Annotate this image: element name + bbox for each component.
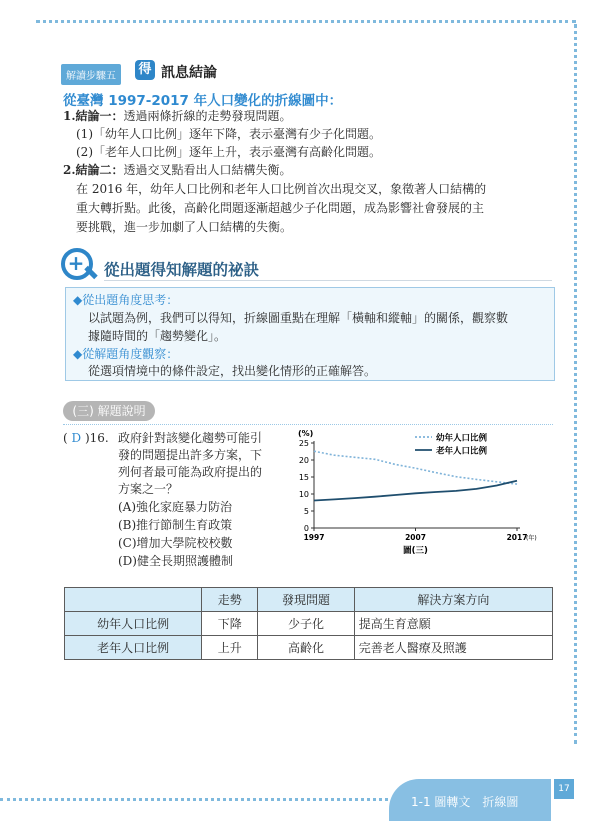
table-cell: 上升 — [202, 636, 258, 660]
question-line-2: 發的問題提出許多方案，下 — [118, 448, 263, 462]
x-tick-label: 2007 — [405, 533, 426, 542]
question-line-4: 方案之一？ — [118, 482, 179, 496]
frame-right-dots — [574, 24, 577, 744]
question-line-3: 列何者最可能為政府提出的 — [118, 465, 263, 479]
table-header-row — [65, 588, 553, 612]
y-tick-label: 20 — [298, 456, 309, 465]
chart-caption: 圖(三) — [403, 546, 428, 556]
option-d: (D)健全長期照護體制 — [118, 554, 233, 568]
secret-title: 從出題得知解題的祕訣 — [104, 261, 260, 279]
x-tick-label: 2017 — [506, 533, 528, 542]
conclusion-2-label: 2.結論二： — [63, 163, 124, 177]
option-b: (B)推行節制生育政策 — [118, 518, 233, 532]
summary-table — [64, 587, 553, 660]
legend-label-2: 老年人口比例 — [436, 446, 488, 457]
conclusion-1-label: 1.結論一： — [63, 109, 124, 123]
table-header-cell: 走勢 — [202, 588, 258, 612]
chart-svg — [292, 424, 542, 564]
answer-value: D — [71, 431, 82, 445]
secret-divider — [104, 280, 552, 281]
question-number: )16. — [84, 431, 109, 445]
legend-label-1: 幼年人口比例 — [436, 433, 488, 444]
table-cell: 提高生育意願 — [354, 612, 552, 636]
conclusion-1-text: 透過兩條折線的走勢發現問題。 — [123, 109, 292, 123]
table-cell: 高齡化 — [258, 636, 355, 660]
conclusion-1 — [63, 108, 292, 125]
question-number-line — [63, 430, 109, 447]
tip-2-line-1: 從選項情境中的條件設定，找出變化情形的正確解答。 — [88, 364, 377, 378]
plus-icon: + — [67, 251, 85, 275]
y-axis-label: (%) — [298, 429, 314, 438]
frame-bottom-dots — [0, 798, 395, 801]
table-cell: 下降 — [202, 612, 258, 636]
y-tick-label: 15 — [298, 473, 309, 482]
series-line-2 — [314, 481, 517, 501]
table-header-cell: 解決方案方向 — [354, 588, 552, 612]
y-tick-label: 5 — [303, 507, 309, 516]
y-tick-label: 10 — [298, 490, 309, 499]
table-cell: 完善老人醫療及照護 — [354, 636, 552, 660]
step-badge: 解讀步驟五 — [61, 64, 121, 85]
frame-top-dots — [36, 20, 576, 23]
table-row — [65, 636, 553, 660]
page-number: 17 — [554, 779, 574, 799]
conclusion-1-sub-2: (2)「老年人口比例」逐年上升，表示臺灣有高齡化問題。 — [76, 145, 382, 159]
option-a: (A)強化家庭暴力防治 — [118, 500, 233, 514]
table-row-head: 幼年人口比例 — [65, 612, 202, 636]
option-c: (C)增加大學院校校數 — [118, 536, 233, 550]
table-header-cell — [65, 588, 202, 612]
conclusion-2 — [63, 162, 292, 179]
tip-1-line-2: 據隨時間的「趨勢變化」。 — [88, 329, 227, 343]
conclusion-1-sub-1: (1)「幼年人口比例」逐年下降，表示臺灣有少子化問題。 — [76, 127, 382, 141]
y-tick-label: 25 — [298, 439, 309, 448]
step-title: 訊息結論 — [161, 65, 217, 81]
conclusion-heading: 從臺灣 1997-2017 年人口變化的折線圖中： — [63, 93, 343, 109]
step-char-badge: 得 — [135, 60, 155, 80]
conclusion-2-para-3: 要挑戰，進一步加劇了人口結構的失衡。 — [76, 220, 293, 234]
table-row — [65, 612, 553, 636]
table-header-cell: 發現問題 — [258, 588, 355, 612]
y-tick-label: 0 — [303, 524, 309, 533]
table-cell: 少子化 — [258, 612, 355, 636]
conclusion-2-para-2: 重大轉折點。此後，高齡化問題逐漸超越少子化問題，成為影響社會發展的主 — [76, 201, 485, 215]
table-row-head: 老年人口比例 — [65, 636, 202, 660]
footer-section: 1-1 圖轉文 折線圖 — [411, 795, 519, 809]
x-axis-unit: (年) — [526, 535, 537, 542]
conclusion-2-text: 透過交叉點看出人口結構失衡。 — [123, 163, 292, 177]
question-line-1: 政府針對該變化趨勢可能引 — [118, 431, 263, 445]
conclusion-2-para-1: 在 2016 年，幼年人口比例和老年人口比例首次出現交叉，象徵著人口結構的 — [76, 182, 487, 196]
explanation-badge: (三) 解題說明 — [63, 401, 155, 421]
question-open-paren: ( — [63, 431, 68, 445]
tip-1-line-1: 以試題為例，我們可以得知，折線圖重點在理解「橫軸和縱軸」的關係，觀察數 — [88, 311, 509, 325]
tip-1-heading: ◆從出題角度思考： — [73, 293, 179, 307]
population-chart — [292, 424, 542, 564]
tip-2-heading: ◆從解題角度觀察： — [73, 347, 179, 361]
x-tick-label: 1997 — [303, 533, 325, 542]
